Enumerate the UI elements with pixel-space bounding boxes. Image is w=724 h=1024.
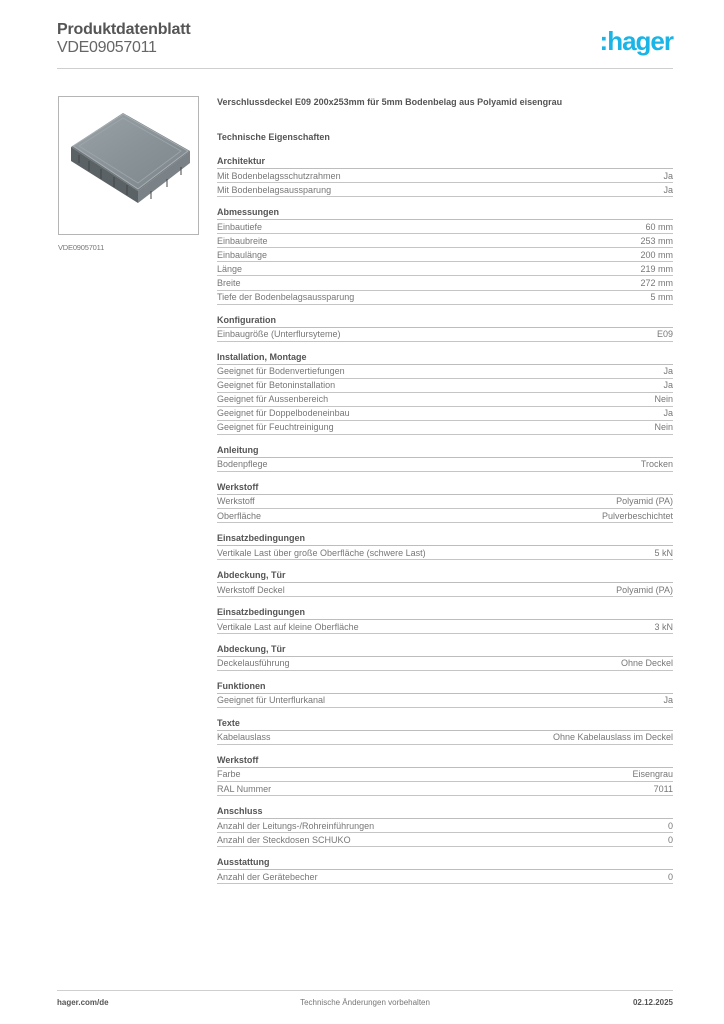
property-row (217, 657, 673, 671)
property-label: Geeignet für Unterflurkanal (217, 695, 326, 706)
property-label: Anzahl der Steckdosen SCHUKO (217, 834, 351, 845)
group-title: Einsatzbedingungen (217, 532, 673, 546)
property-row (217, 291, 673, 305)
property-group (217, 444, 673, 472)
property-row (217, 220, 673, 234)
group-title: Installation, Montage (217, 351, 673, 365)
property-label: Geeignet für Aussenbereich (217, 394, 329, 405)
property-groups (217, 155, 673, 884)
property-row (217, 833, 673, 847)
group-title: Konfiguration (217, 314, 673, 328)
property-value: Ja (663, 170, 673, 181)
product-image (58, 96, 199, 235)
footer-divider (57, 990, 673, 991)
property-value: 219 mm (640, 263, 673, 274)
property-group (217, 314, 673, 342)
property-group (217, 351, 673, 435)
property-group (217, 856, 673, 884)
property-label: Geeignet für Bodenvertiefungen (217, 366, 345, 377)
property-row (217, 183, 673, 197)
property-row (217, 509, 673, 523)
property-row (217, 421, 673, 435)
property-value: Polyamid (PA) (616, 584, 673, 595)
property-label: Vertikale Last auf kleine Oberfläche (217, 621, 359, 632)
property-value: E09 (656, 329, 673, 340)
property-value: Ohne Deckel (620, 658, 673, 669)
property-label: Mit Bodenbelagsschutzrahmen (217, 170, 341, 181)
property-label: Einbaugröße (Unterflursyteme) (217, 329, 341, 340)
document-header (57, 20, 673, 57)
property-value: Polyamid (PA) (616, 496, 673, 507)
property-row (217, 583, 673, 597)
property-row (217, 234, 673, 248)
property-group (217, 717, 673, 745)
footer-date: 02.12.2025 (632, 998, 673, 1007)
property-row (217, 393, 673, 407)
property-value: Ja (663, 366, 673, 377)
property-row (217, 276, 673, 290)
property-label: RAL Nummer (217, 783, 272, 794)
property-group (217, 569, 673, 597)
property-row (217, 694, 673, 708)
property-label: Mit Bodenbelagsaussparung (217, 184, 332, 195)
property-row (217, 768, 673, 782)
property-label: Deckelausführung (217, 658, 290, 669)
product-description: Verschlussdeckel E09 200x253mm für 5mm Bodenbelag aus Polyamid eisengrau (217, 97, 563, 107)
property-value: Pulverbeschichtet (601, 510, 673, 521)
group-title: Einsatzbedingungen (217, 606, 673, 620)
footer-notice: Technische Änderungen vorbehalten (300, 998, 430, 1007)
property-value: 0 (667, 820, 673, 831)
property-value: 5 mm (650, 292, 673, 303)
property-row (217, 546, 673, 560)
group-title: Architektur (217, 155, 673, 169)
property-label: Geeignet für Doppelbodeneinbau (217, 408, 350, 419)
property-row (217, 365, 673, 379)
property-value: 5 kN (654, 547, 673, 558)
property-group (217, 805, 673, 847)
section-heading: Technische Eigenschaften (217, 132, 330, 142)
document-title: Produktdatenblatt (57, 21, 191, 38)
property-group (217, 606, 673, 634)
property-label: Anzahl der Gerätebecher (217, 871, 318, 882)
property-row (217, 328, 673, 342)
property-label: Bodenpflege (217, 459, 268, 470)
property-value: Ja (663, 408, 673, 419)
image-caption: VDE09057011 (58, 243, 105, 252)
property-label: Einbaubreite (217, 235, 268, 246)
property-value: 60 mm (645, 221, 673, 232)
group-title: Anschluss (217, 805, 673, 819)
property-row (217, 495, 673, 509)
group-title: Anleitung (217, 444, 673, 458)
property-label: Werkstoff Deckel (217, 584, 285, 595)
group-title: Werkstoff (217, 481, 673, 495)
property-group (217, 680, 673, 708)
specification-content (217, 96, 673, 893)
property-label: Tiefe der Bodenbelagsaussparung (217, 292, 355, 303)
property-row (217, 782, 673, 796)
property-value: Ja (663, 380, 673, 391)
hager-logo: :hager (599, 26, 673, 56)
property-value: 200 mm (640, 249, 673, 260)
property-group (217, 754, 673, 796)
property-label: Geeignet für Feuchtreinigung (217, 422, 334, 433)
property-value: Eisengrau (632, 769, 673, 780)
property-value: Ohne Kabelauslass im Deckel (552, 732, 673, 743)
header-divider (57, 68, 673, 69)
group-title: Texte (217, 717, 673, 731)
property-row (217, 819, 673, 833)
property-value: Ja (663, 695, 673, 706)
property-value: Nein (654, 394, 673, 405)
property-value: Ja (663, 184, 673, 195)
property-group (217, 206, 673, 305)
property-label: Einbaulänge (217, 249, 268, 260)
property-row (217, 458, 673, 472)
property-value: 272 mm (640, 278, 673, 289)
group-title: Funktionen (217, 680, 673, 694)
property-label: Farbe (217, 769, 241, 780)
property-label: Anzahl der Leitungs-/Rohreinführungen (217, 820, 375, 831)
property-label: Vertikale Last über große Oberfläche (schwere Last) (217, 547, 426, 558)
property-label: Geeignet für Betoninstallation (217, 380, 336, 391)
property-value: 3 kN (654, 621, 673, 632)
property-label: Breite (217, 278, 241, 289)
property-row (217, 407, 673, 421)
property-group (217, 155, 673, 197)
property-label: Einbautiefe (217, 221, 263, 232)
property-value: 0 (667, 871, 673, 882)
property-row (217, 262, 673, 276)
property-value: 7011 (653, 783, 673, 794)
property-row (217, 731, 673, 745)
property-label: Kabelauslass (217, 732, 271, 743)
property-row (217, 870, 673, 884)
group-title: Abmessungen (217, 206, 673, 220)
property-value: 0 (667, 834, 673, 845)
property-label: Werkstoff (217, 496, 255, 507)
group-title: Abdeckung, Tür (217, 569, 673, 583)
property-label: Oberfläche (217, 510, 262, 521)
floor-box-cover-icon (59, 97, 198, 234)
group-title: Ausstattung (217, 856, 673, 870)
group-title: Abdeckung, Tür (217, 643, 673, 657)
property-row (217, 620, 673, 634)
footer-website[interactable]: hager.com/de (57, 998, 109, 1007)
group-title: Werkstoff (217, 754, 673, 768)
property-value: Trocken (640, 459, 673, 470)
property-value: 253 mm (640, 235, 673, 246)
property-value: Nein (654, 422, 673, 433)
property-row (217, 169, 673, 183)
property-group (217, 643, 673, 671)
property-group (217, 481, 673, 523)
product-code: VDE09057011 (57, 39, 157, 56)
property-label: Länge (217, 263, 243, 274)
property-group (217, 532, 673, 560)
property-row (217, 248, 673, 262)
property-row (217, 379, 673, 393)
